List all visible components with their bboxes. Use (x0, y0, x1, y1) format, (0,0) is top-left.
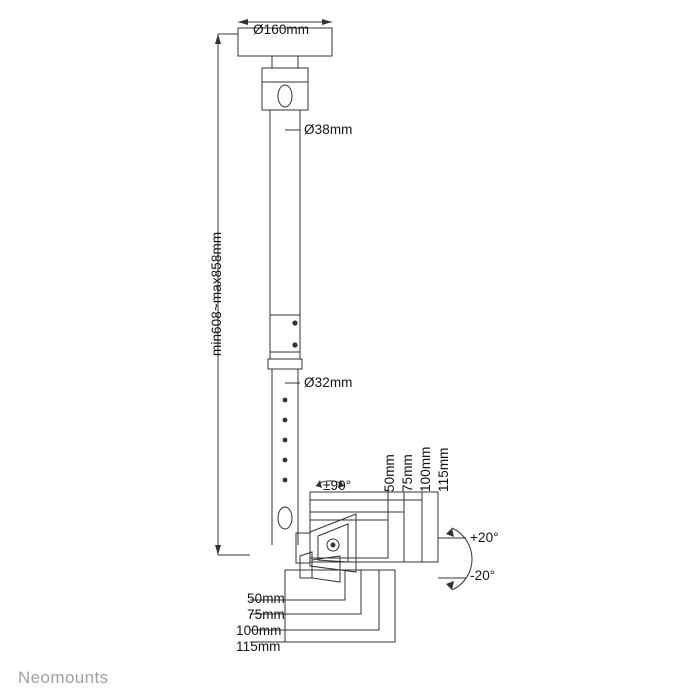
tilt-arrow-down (446, 581, 454, 590)
label-height-range: min608~max858mm (209, 231, 224, 356)
vesa-bottom-rect-50 (285, 570, 345, 600)
tube-hole-2 (283, 418, 288, 423)
label-vesa-horizontal-75: 75mm (247, 607, 285, 622)
label-vesa-vertical-50: 50mm (382, 454, 397, 492)
tube-hole-lower (278, 507, 292, 529)
vesa-rect-115 (310, 492, 438, 562)
brand-logo: Neomounts (18, 668, 109, 687)
label-rotation: ±90° (323, 478, 352, 493)
label-tilt-up: +20° (470, 530, 499, 545)
label-ceiling-plate-diameter: Ø160mm (253, 22, 310, 37)
label-vesa-horizontal-50: 50mm (247, 591, 285, 606)
label-vesa-horizontal-115: 115mm (236, 639, 281, 654)
label-vesa-horizontal-100: 100mm (236, 623, 282, 638)
tube-hole-4 (283, 458, 288, 463)
clamp-screw-1 (292, 320, 297, 325)
upper-tube-cap (262, 82, 308, 110)
tube-hole-1 (283, 398, 288, 403)
label-vesa-vertical-100: 100mm (418, 446, 433, 492)
tilt-arrow-up (446, 528, 454, 537)
ceiling-collar (262, 68, 308, 82)
plate-dim-arrow-right (322, 19, 332, 25)
tube-hole-upper (278, 85, 292, 107)
vesa-bottom-rect-75 (285, 570, 361, 614)
plate-dim-arrow-left (238, 19, 248, 25)
bracket-pivot-center (331, 543, 336, 548)
rotation-arrow-left (316, 480, 322, 488)
vesa-rect-100 (310, 500, 422, 562)
label-vesa-vertical-115: 115mm (436, 447, 451, 492)
tube-hole-5 (283, 478, 288, 483)
tube-hole-3 (283, 438, 288, 443)
height-arrow-top (215, 34, 221, 44)
clamp-collar (268, 359, 302, 369)
ceiling-plate-neck (272, 56, 298, 68)
label-vesa-vertical-75: 75mm (400, 454, 415, 492)
height-arrow-bottom (215, 545, 221, 555)
label-lower-tube-diameter: Ø32mm (304, 375, 353, 390)
vesa-rect-50 (310, 520, 388, 558)
label-tilt-down: -20° (470, 568, 496, 583)
clamp-screw-2 (292, 342, 297, 347)
label-upper-tube-diameter: Ø38mm (304, 122, 353, 137)
